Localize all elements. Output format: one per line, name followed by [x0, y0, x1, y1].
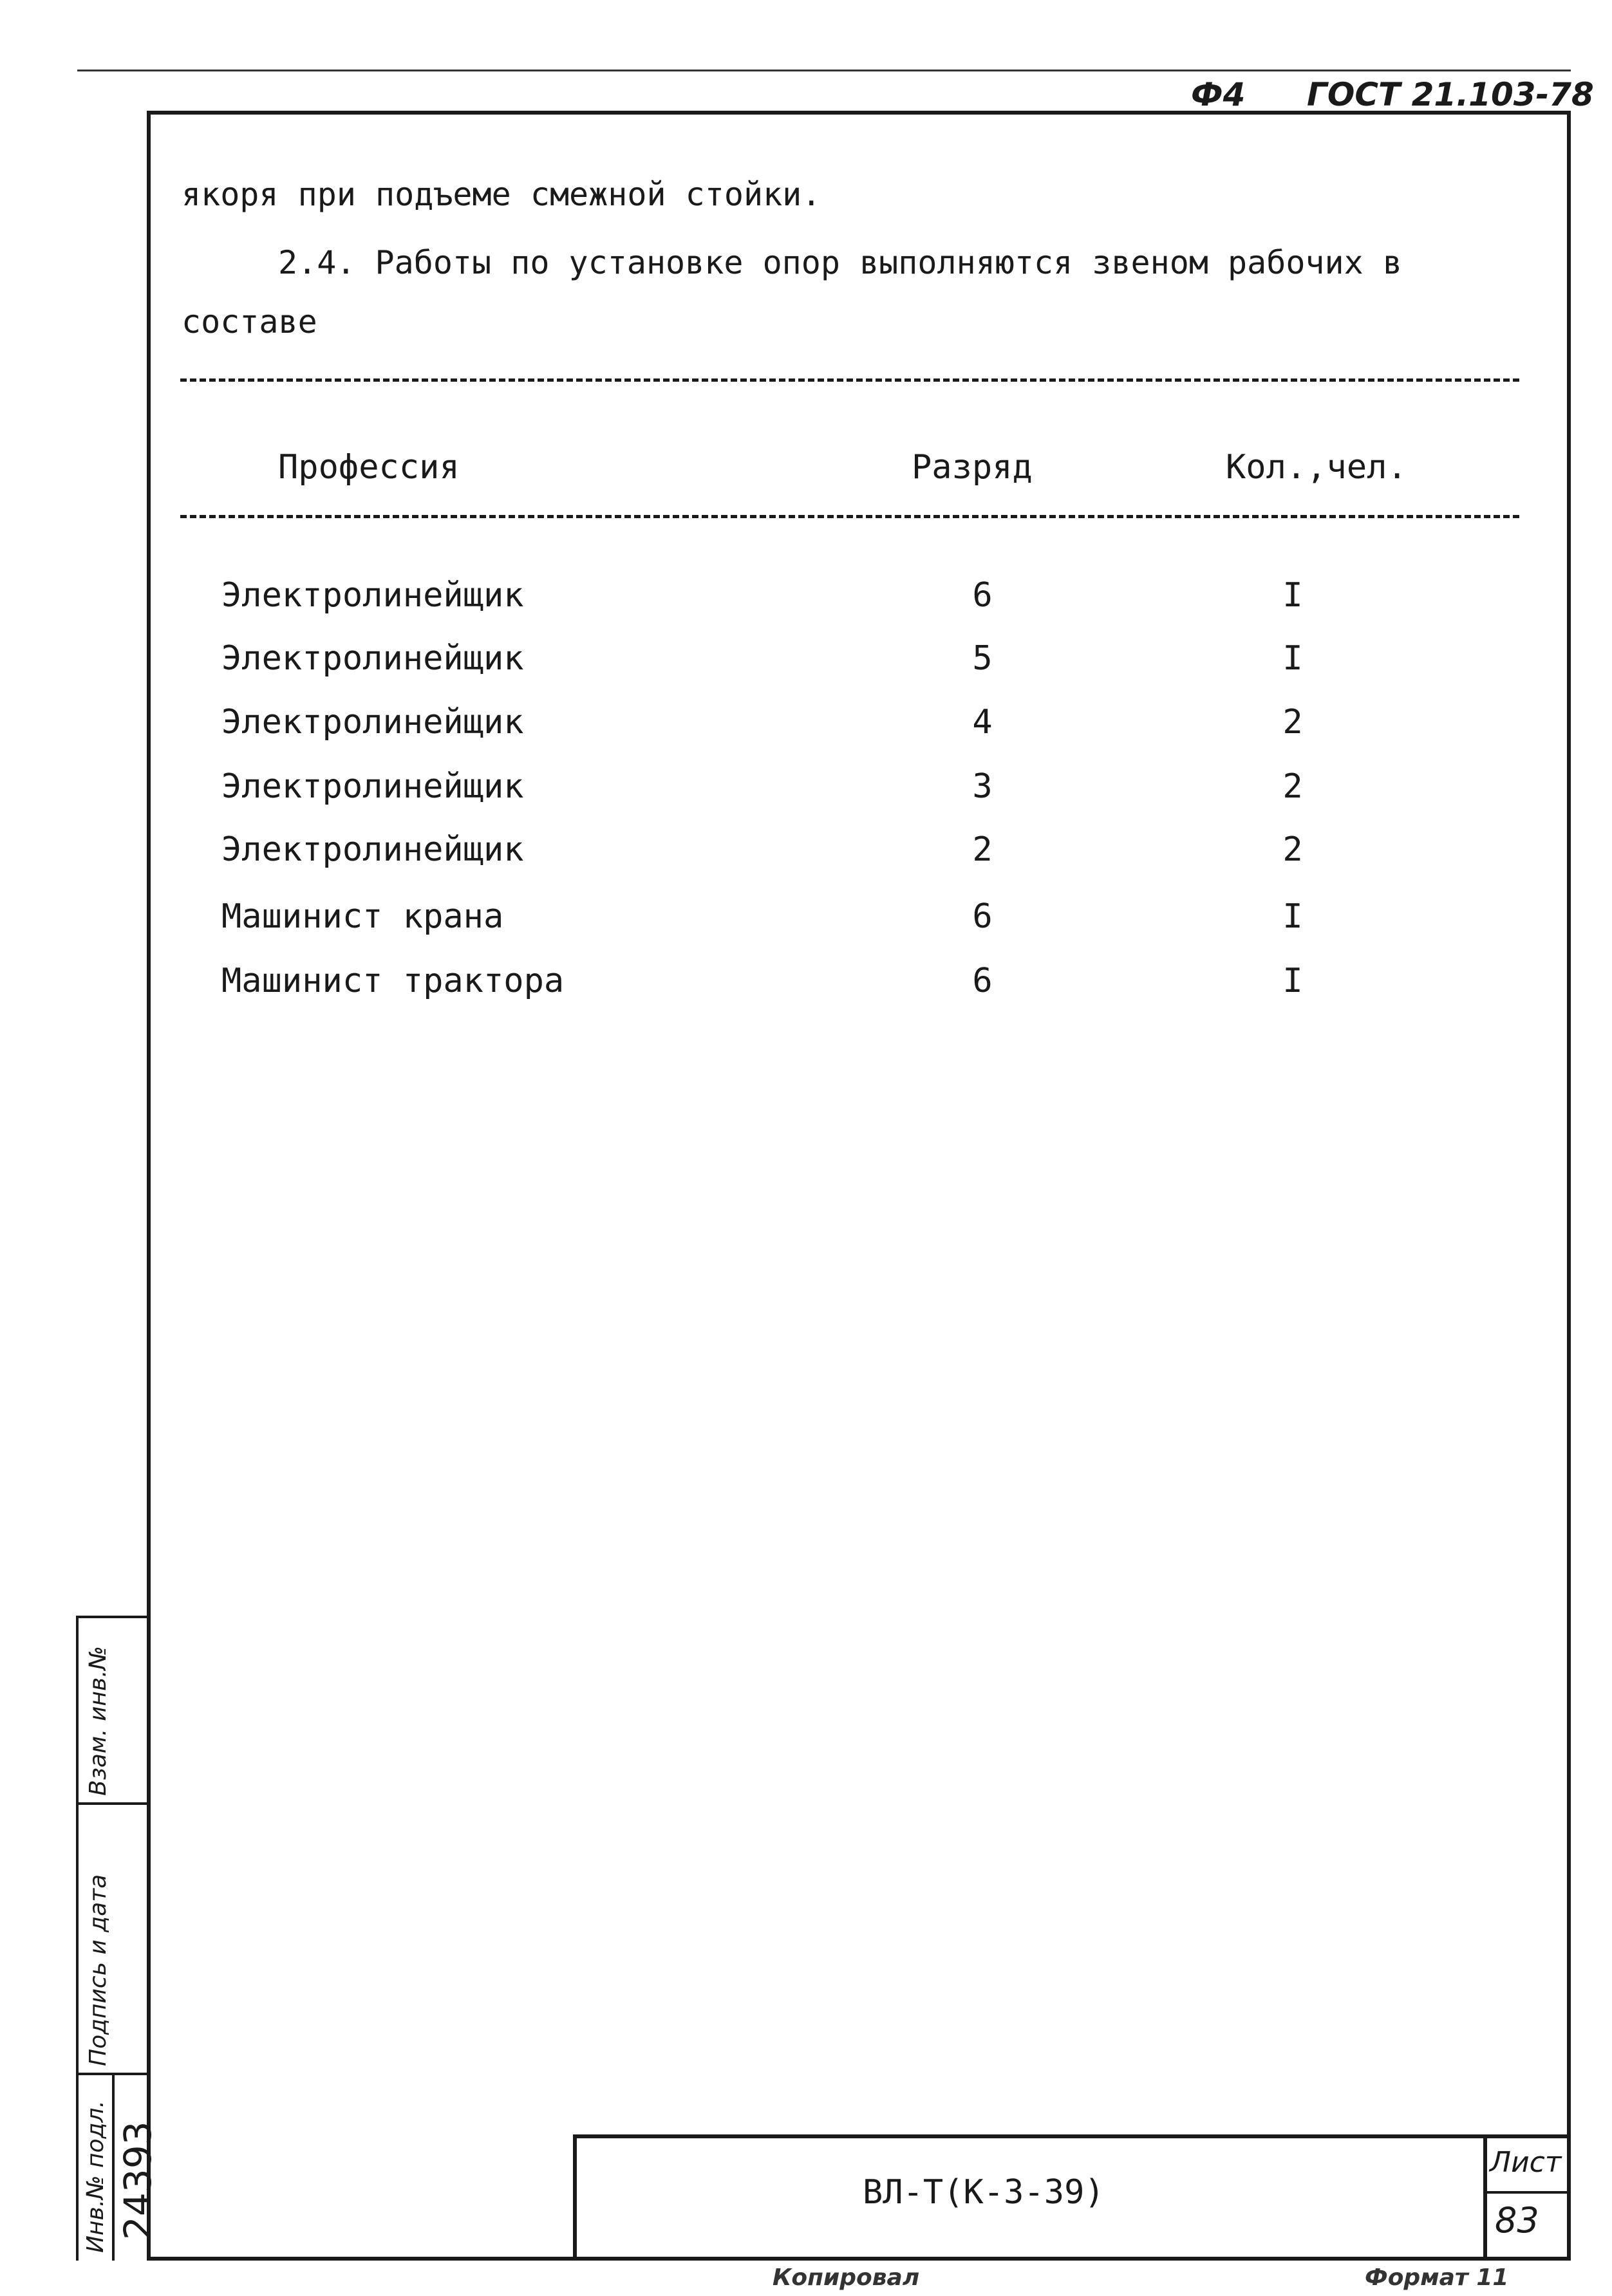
row-7-profession: Машинист трактора	[221, 962, 565, 1000]
inv-original-label: Инв.№ подл.	[82, 2100, 109, 2253]
row-7-count: I	[1282, 962, 1303, 1000]
row-5-profession: Электролинейщик	[221, 830, 524, 869]
document-code: ВЛ-Т(К-3-39)	[863, 2173, 1105, 2212]
page-frame	[147, 111, 1571, 2261]
row-1-grade: 6	[972, 576, 993, 615]
row-4-count: 2	[1282, 767, 1303, 806]
body-line-1: якоря при подъеме смежной стойки.	[182, 176, 821, 213]
footer-copied: Копировал	[773, 2264, 920, 2291]
footer-format: Формат 11	[1365, 2264, 1509, 2291]
row-3-profession: Электролинейщик	[221, 703, 524, 742]
row-2-profession: Электролинейщик	[221, 639, 524, 678]
row-7-grade: 6	[972, 962, 993, 1000]
row-5-count: 2	[1282, 830, 1303, 869]
header-profession: Профессия	[278, 448, 460, 487]
top-rule	[77, 70, 1571, 71]
row-4-grade: 3	[972, 767, 993, 806]
row-3-grade: 4	[972, 703, 993, 742]
row-1-profession: Электролинейщик	[221, 576, 524, 615]
row-4-profession: Электролинейщик	[221, 767, 524, 806]
body-line-2: 2.4. Работы по установке опор выполняются звеном рабочих в	[278, 244, 1402, 281]
form-stamp: Ф4	[1191, 76, 1246, 113]
signature-date-label: Подпись и дата	[85, 1874, 111, 2066]
header-count: Кол.,чел.	[1226, 448, 1407, 487]
row-6-grade: 6	[972, 897, 993, 936]
row-1-count: I	[1282, 576, 1303, 615]
row-2-count: I	[1282, 639, 1303, 678]
sheet-divider	[1483, 2191, 1571, 2194]
side-rule-1	[76, 1616, 148, 1618]
inv-original-number: 24393	[116, 2121, 160, 2240]
sheet-number: 83	[1495, 2200, 1539, 2241]
replace-inv-label: Взам. инв.№	[85, 1646, 111, 1796]
side-column-left-line	[76, 1616, 79, 2261]
body-line-3: составе	[182, 303, 317, 341]
gost-stamp: ГОСТ 21.103-78	[1307, 76, 1594, 113]
row-5-grade: 2	[972, 830, 993, 869]
table-rule-header	[180, 515, 1519, 518]
row-2-grade: 5	[972, 639, 993, 678]
sheet-label: Лист	[1490, 2146, 1562, 2179]
side-rule-2	[76, 1802, 148, 1805]
table-rule-top	[180, 378, 1519, 382]
row-3-count: 2	[1282, 703, 1303, 742]
header-grade: Разряд	[912, 448, 1033, 487]
row-6-count: I	[1282, 897, 1303, 936]
row-6-profession: Машинист крана	[221, 897, 504, 936]
title-block-divider	[1483, 2134, 1487, 2261]
side-column-mid-line	[112, 2073, 115, 2261]
side-rule-3	[76, 2073, 148, 2075]
